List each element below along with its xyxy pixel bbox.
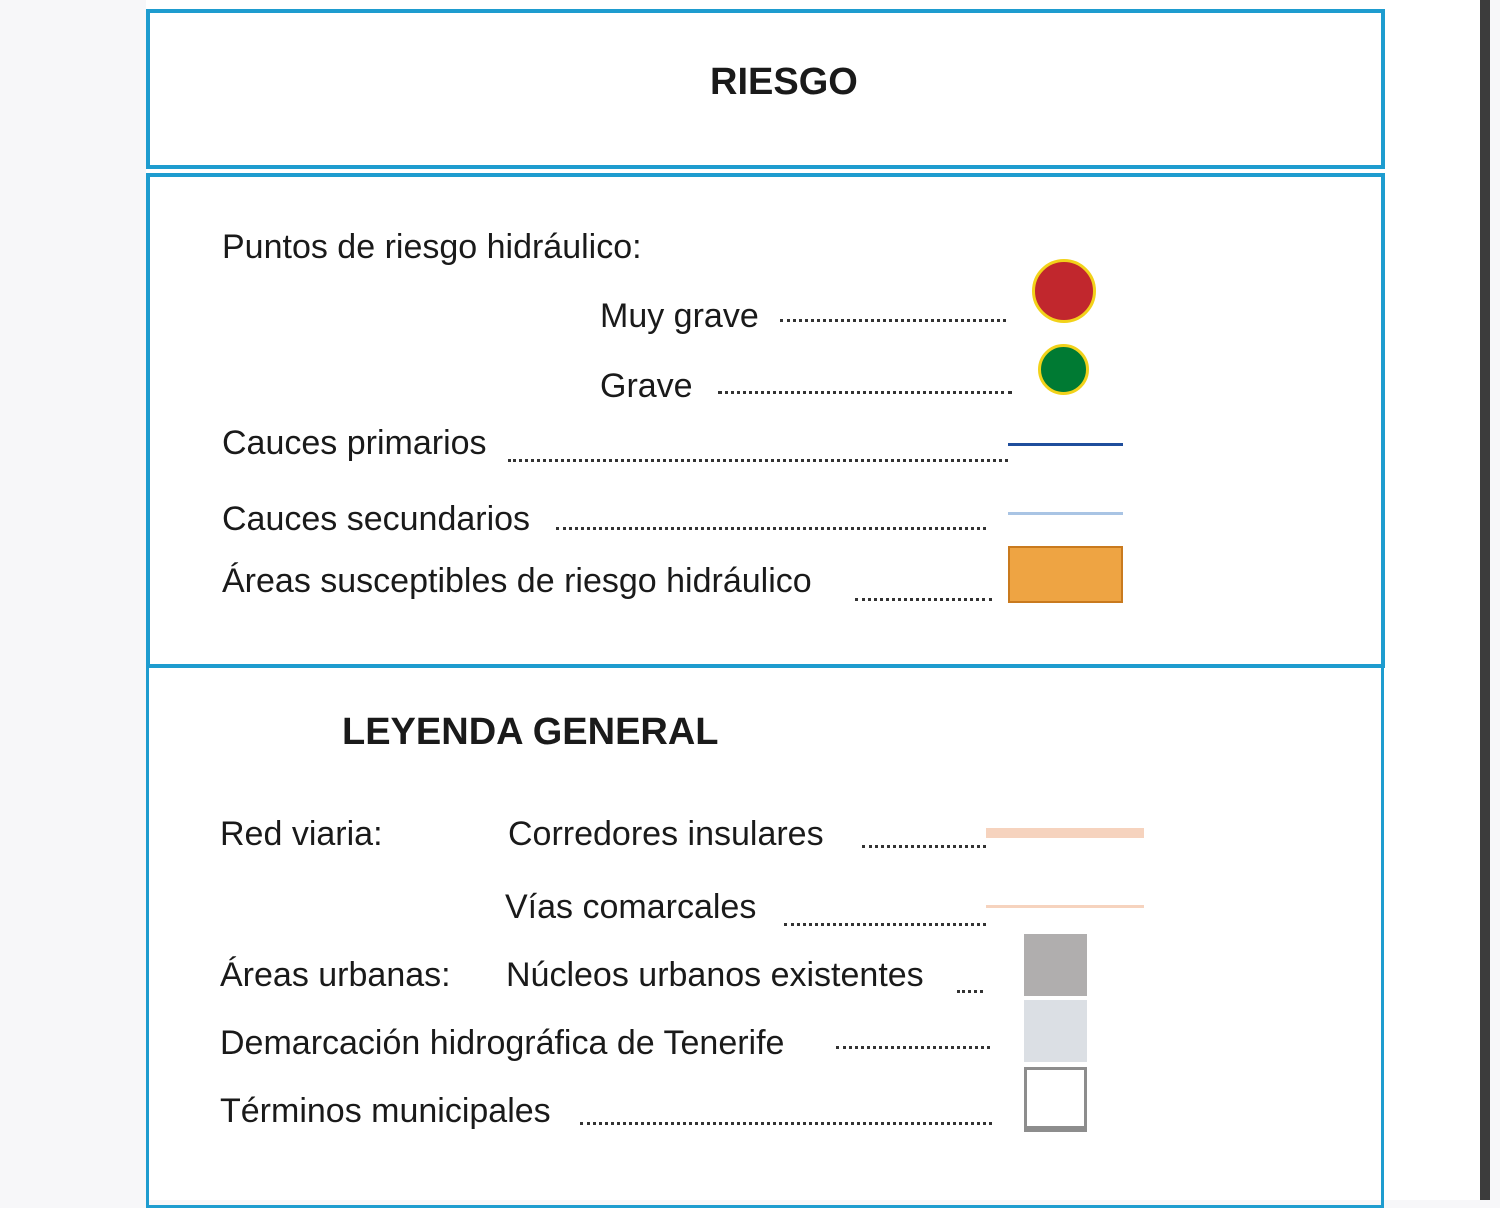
corredores-insulares-label: Corredores insulares [508, 815, 824, 853]
cauces-primarios-line-icon [1008, 443, 1123, 446]
cauces-primarios-leader [508, 459, 1008, 462]
grave-circle-icon [1038, 344, 1089, 395]
demarcacion-swatch [1024, 1000, 1087, 1062]
cauces-secundarios-label: Cauces secundarios [222, 500, 531, 538]
riesgo-title-box [146, 9, 1385, 169]
muy-grave-label: Muy grave [600, 297, 759, 335]
cauces-secundarios-leader [556, 527, 986, 530]
areas-susceptibles-leader [855, 598, 992, 601]
corredores-insulares-leader [862, 845, 986, 848]
grave-leader [718, 391, 1012, 394]
leyenda-general-title: LEYENDA GENERAL [342, 711, 719, 753]
areas-susceptibles-swatch [1008, 546, 1123, 603]
vias-comarcales-label: Vías comarcales [505, 888, 757, 926]
muy-grave-circle-icon [1032, 259, 1096, 323]
vias-comarcales-line-icon [986, 905, 1144, 908]
demarcacion-label: Demarcación hidrográfica de Tenerife [220, 1024, 785, 1062]
terminos-municipales-leader [580, 1122, 992, 1125]
vias-comarcales-leader [784, 923, 986, 926]
nucleos-urbanos-swatch [1024, 934, 1087, 996]
nucleos-urbanos-label: Núcleos urbanos existentes [506, 956, 924, 994]
demarcacion-leader [836, 1046, 990, 1049]
viewer-edge [1480, 0, 1490, 1200]
nucleos-urbanos-leader [957, 990, 983, 993]
areas-urbanas-label: Áreas urbanas: [220, 956, 451, 994]
cauces-primarios-label: Cauces primarios [222, 424, 487, 462]
puntos-riesgo-label: Puntos de riesgo hidráulico: [222, 228, 642, 266]
corredores-insulares-line-icon [986, 828, 1144, 838]
grave-label: Grave [600, 367, 693, 405]
red-viaria-label: Red viaria: [220, 815, 383, 853]
cauces-secundarios-line-icon [1008, 512, 1123, 515]
areas-susceptibles-label: Áreas susceptibles de riesgo hidráulico [222, 562, 812, 600]
terminos-municipales-label: Términos municipales [220, 1092, 551, 1130]
riesgo-title: RIESGO [710, 61, 858, 103]
muy-grave-leader [780, 319, 1006, 322]
terminos-municipales-swatch [1024, 1067, 1087, 1132]
